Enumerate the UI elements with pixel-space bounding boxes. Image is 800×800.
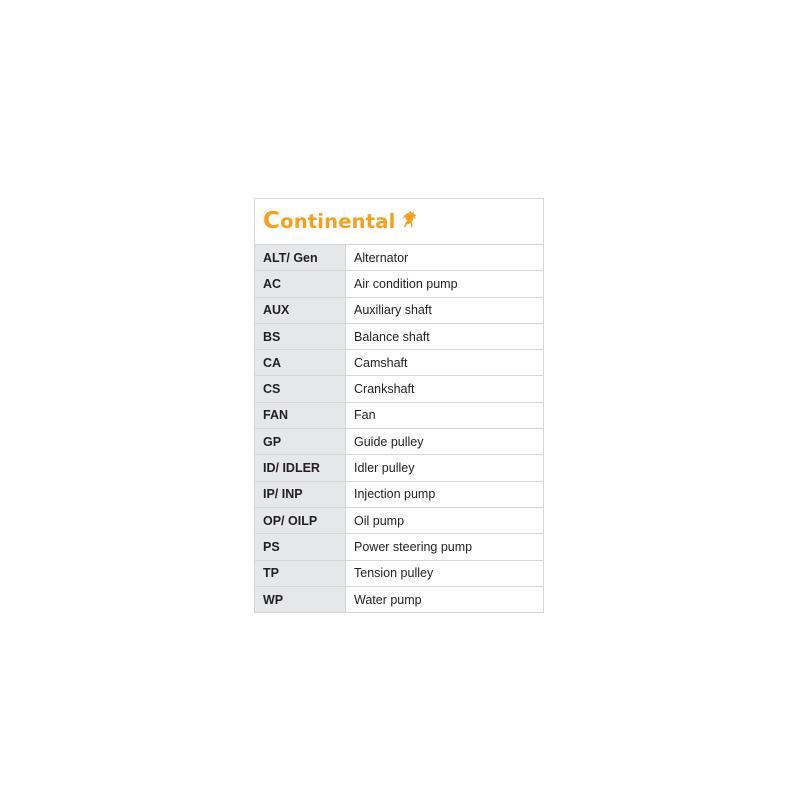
description-cell: Power steering pump xyxy=(346,534,544,560)
brand-wordmark xyxy=(263,210,396,233)
abbreviation-cell: CS xyxy=(255,376,346,402)
table-row xyxy=(255,297,543,323)
description-cell: Oil pump xyxy=(346,507,544,533)
description-cell: Fan xyxy=(346,402,544,428)
abbreviation-cell: TP xyxy=(255,560,346,586)
abbreviation-cell: WP xyxy=(255,586,346,612)
abbreviation-cell: BS xyxy=(255,323,346,349)
abbreviation-cell: PS xyxy=(255,534,346,560)
abbreviation-cell: IP/ INP xyxy=(255,481,346,507)
table-row xyxy=(255,586,543,612)
table-row xyxy=(255,350,543,376)
description-cell: Water pump xyxy=(346,586,544,612)
table-row xyxy=(255,376,543,402)
abbreviation-cell: FAN xyxy=(255,402,346,428)
abbreviation-cell: ID/ IDLER xyxy=(255,455,346,481)
abbreviation-cell: ALT/ Gen xyxy=(255,245,346,271)
abbreviation-cell: CA xyxy=(255,350,346,376)
brand-wordmark-rest: ontinental xyxy=(280,210,396,233)
description-cell: Camshaft xyxy=(346,350,544,376)
description-cell: Auxiliary shaft xyxy=(346,297,544,323)
table-row xyxy=(255,534,543,560)
table-row xyxy=(255,455,543,481)
description-cell: Alternator xyxy=(346,245,544,271)
table-row xyxy=(255,323,543,349)
brand-header xyxy=(255,199,543,245)
description-cell: Idler pulley xyxy=(346,455,544,481)
table-row xyxy=(255,271,543,297)
table-row xyxy=(255,507,543,533)
description-cell: Injection pump xyxy=(346,481,544,507)
description-cell: Guide pulley xyxy=(346,429,544,455)
table-row xyxy=(255,481,543,507)
brand-wordmark-capital: C xyxy=(263,208,281,234)
abbreviation-table xyxy=(255,245,543,612)
abbreviation-cell: AC xyxy=(255,271,346,297)
prancing-horse-icon xyxy=(398,207,422,231)
abbreviation-cell: GP xyxy=(255,429,346,455)
table-row xyxy=(255,245,543,271)
description-cell: Balance shaft xyxy=(346,323,544,349)
abbreviation-legend-card xyxy=(254,198,544,613)
table-row xyxy=(255,402,543,428)
description-cell: Crankshaft xyxy=(346,376,544,402)
continental-logo xyxy=(263,210,422,234)
abbreviation-cell: AUX xyxy=(255,297,346,323)
abbreviation-table-body xyxy=(255,245,543,612)
description-cell: Air condition pump xyxy=(346,271,544,297)
abbreviation-cell: OP/ OILP xyxy=(255,507,346,533)
description-cell: Tension pulley xyxy=(346,560,544,586)
table-row xyxy=(255,560,543,586)
table-row xyxy=(255,429,543,455)
